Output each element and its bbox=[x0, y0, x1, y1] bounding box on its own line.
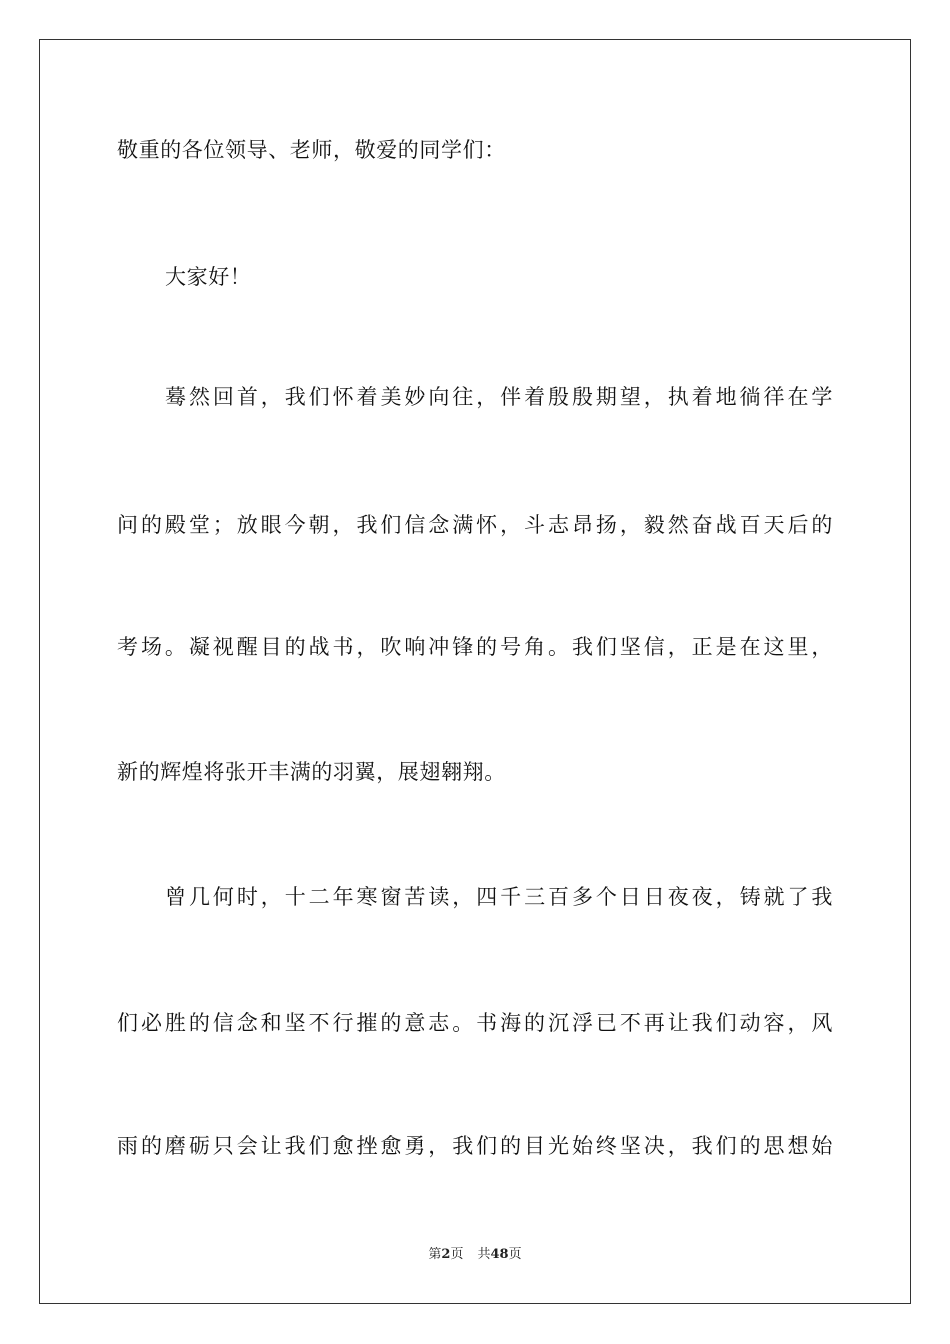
paragraph-line: 曾几何时，十二年寒窗苦读，四千三百多个日日夜夜，铸就了我 bbox=[165, 885, 833, 909]
paragraph-line: 们必胜的信念和坚不行摧的意志。书海的沉浮已不再让我们动容，风 bbox=[117, 1011, 833, 1035]
total-prefix: 共 bbox=[477, 1247, 491, 1262]
salutation: 敬重的各位领导、老师，敬爱的同学们： bbox=[117, 138, 506, 162]
page-prefix: 第 bbox=[428, 1247, 442, 1262]
paragraph-line: 考场。凝视醒目的战书，吹响冲锋的号角。我们坚信，正是在这里， bbox=[117, 635, 833, 659]
greeting: 大家好！ bbox=[165, 265, 252, 289]
current-page-number: 2 bbox=[441, 1247, 451, 1262]
page-border bbox=[39, 39, 911, 1304]
paragraph-line: 蓦然回首，我们怀着美妙向往，伴着殷殷期望，执着地徜徉在学 bbox=[165, 385, 833, 409]
page-suffix: 页 bbox=[450, 1247, 464, 1262]
paragraph-line: 雨的磨砺只会让我们愈挫愈勇，我们的目光始终坚决，我们的思想始 bbox=[117, 1134, 833, 1158]
total-suffix: 页 bbox=[508, 1247, 522, 1262]
page-number-footer bbox=[0, 1246, 950, 1264]
paragraph-line: 新的辉煌将张开丰满的羽翼，展翅翱翔。 bbox=[117, 760, 506, 784]
paragraph-line: 问的殿堂；放眼今朝，我们信念满怀，斗志昂扬，毅然奋战百天后的 bbox=[117, 513, 833, 537]
total-page-count: 48 bbox=[490, 1247, 509, 1262]
